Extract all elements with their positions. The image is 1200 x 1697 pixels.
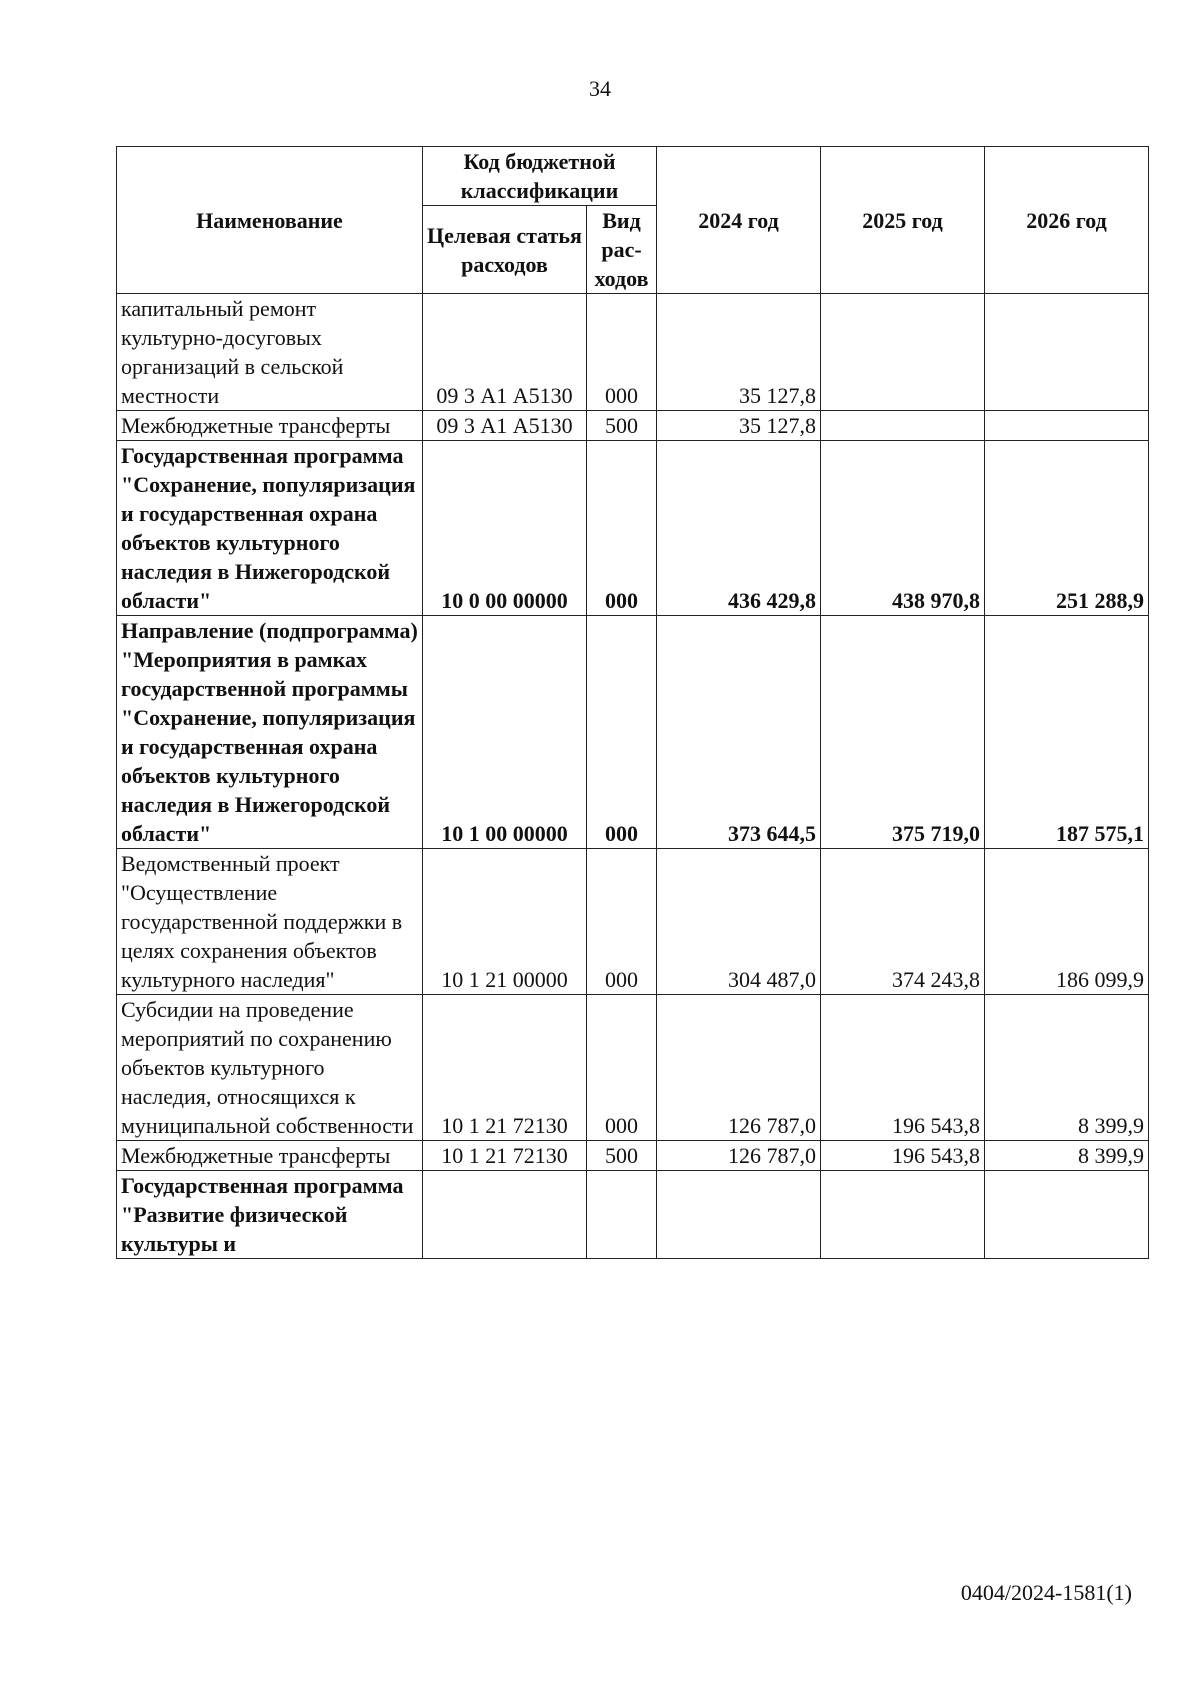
row-name: Межбюджетные трансферты — [117, 1141, 423, 1171]
row-target-article: 10 0 00 00000 — [423, 441, 587, 616]
row-target-article — [423, 1171, 587, 1259]
row-value-2024 — [657, 1171, 821, 1259]
row-value-2026: 251 288,9 — [985, 441, 1149, 616]
row-target-article: 09 3 А1 А5130 — [423, 294, 587, 411]
row-expense-type: 000 — [587, 849, 657, 995]
row-name: Субсидии на проведение мероприятий по сохранению объектов культурного наследия, относящихся к муниципальной собственности — [117, 995, 423, 1141]
row-target-article: 10 1 00 00000 — [423, 616, 587, 849]
document-code: 0404/2024-1581(1) — [960, 1580, 1132, 1605]
page-number: 34 — [589, 76, 611, 101]
row-expense-type: 500 — [587, 411, 657, 441]
row-value-2024: 35 127,8 — [657, 411, 821, 441]
header-row-top — [117, 147, 1149, 206]
header-name: Наименование — [117, 147, 423, 294]
row-value-2026 — [985, 411, 1149, 441]
row-target-article: 09 3 А1 А5130 — [423, 411, 587, 441]
table-row — [117, 616, 1149, 849]
table-row — [117, 995, 1149, 1141]
row-expense-type — [587, 1171, 657, 1259]
row-name: Межбюджетные трансферты — [117, 411, 423, 441]
row-value-2025: 438 970,8 — [821, 441, 985, 616]
row-expense-type: 500 — [587, 1141, 657, 1171]
row-value-2024: 304 487,0 — [657, 849, 821, 995]
row-value-2025: 375 719,0 — [821, 616, 985, 849]
row-value-2024: 126 787,0 — [657, 995, 821, 1141]
row-target-article: 10 1 21 72130 — [423, 1141, 587, 1171]
row-value-2024: 35 127,8 — [657, 294, 821, 411]
row-value-2025 — [821, 1171, 985, 1259]
table-row — [117, 849, 1149, 995]
row-value-2026: 8 399,9 — [985, 995, 1149, 1141]
row-target-article: 10 1 21 00000 — [423, 849, 587, 995]
row-name: капитальный ремонт культурно-досуговых организаций в сельской местности — [117, 294, 423, 411]
table-row — [117, 1141, 1149, 1171]
row-value-2026 — [985, 1171, 1149, 1259]
row-name: Направление (подпрограмма) "Мероприятия в рамках государственной программы "Сохранение, популяризация и государственная охрана объектов культурного наследия в Нижегородской области" — [117, 616, 423, 849]
header-code-group: Код бюджетной классификации — [423, 147, 657, 206]
row-value-2025: 374 243,8 — [821, 849, 985, 995]
row-expense-type: 000 — [587, 616, 657, 849]
header-year-2026: 2026 год — [985, 147, 1149, 294]
row-value-2026: 8 399,9 — [985, 1141, 1149, 1171]
header-expense-type: Вид рас-ходов — [587, 206, 657, 294]
row-value-2025: 196 543,8 — [821, 995, 985, 1141]
row-name: Государственная программа "Сохранение, популяризация и государственная охрана объектов культурного наследия в Нижегородской области" — [117, 441, 423, 616]
row-value-2024: 373 644,5 — [657, 616, 821, 849]
row-expense-type: 000 — [587, 995, 657, 1141]
row-value-2026 — [985, 294, 1149, 411]
row-value-2024: 436 429,8 — [657, 441, 821, 616]
row-value-2025: 196 543,8 — [821, 1141, 985, 1171]
header-year-2025: 2025 год — [821, 147, 985, 294]
row-expense-type: 000 — [587, 294, 657, 411]
row-value-2025 — [821, 411, 985, 441]
header-year-2024: 2024 год — [657, 147, 821, 294]
table-row — [117, 441, 1149, 616]
row-expense-type: 000 — [587, 441, 657, 616]
row-value-2024: 126 787,0 — [657, 1141, 821, 1171]
row-name: Государственная программа "Развитие физической культуры и — [117, 1171, 423, 1259]
table-row — [117, 294, 1149, 411]
row-value-2026: 187 575,1 — [985, 616, 1149, 849]
table-row — [117, 1171, 1149, 1259]
row-name: Ведомственный проект "Осуществление государственной поддержки в целях сохранения объектов культурного наследия" — [117, 849, 423, 995]
budget-table — [116, 146, 1149, 1259]
row-value-2025 — [821, 294, 985, 411]
row-value-2026: 186 099,9 — [985, 849, 1149, 995]
table-row — [117, 411, 1149, 441]
header-target-article: Целевая статья расходов — [423, 206, 587, 294]
row-target-article: 10 1 21 72130 — [423, 995, 587, 1141]
